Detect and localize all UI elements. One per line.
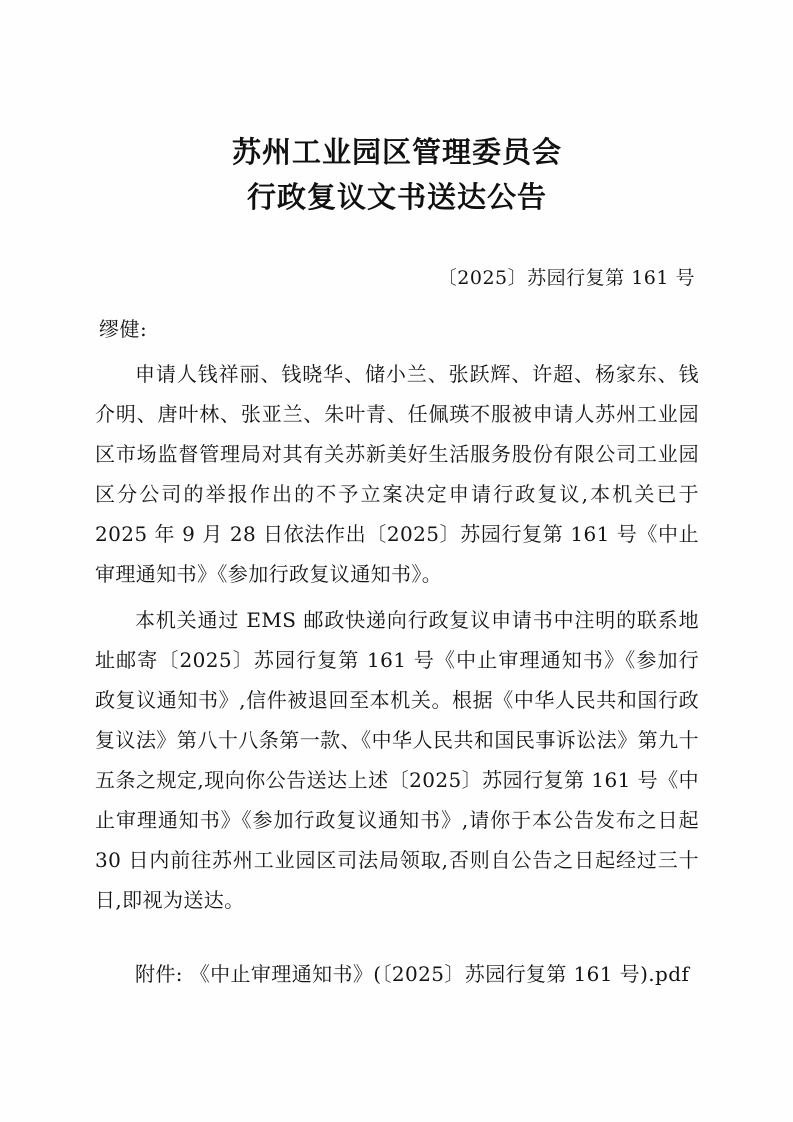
document-body [95,130,699,992]
recipient-name: 缪健: [99,317,148,341]
document-number: 〔2025〕苏园行复第 161 号 [437,267,695,289]
title-line-1: 苏州工业园区管理委员会 [231,135,562,169]
page-title [95,130,699,220]
paragraph-2: 本机关通过 EMS 邮政快递向行政复议申请书中注明的联系地址邮寄〔2025〕苏园行复第 161 号《中止审理通知书》《参加行政复议通知书》,信件被退回至本机关。根据《中华人民共和国行政复议法》第八十八条第一款、《中华人民共和国民事诉讼法》第九十五条之规定,现向你公告送达上述〔2025〕苏园行复第 161 号《中止审理通知书》《参加行政复议通知书》,请你于本公告发布之日起 30 日内前往苏州工业园区司法局领取,否则自公告之日起经过三十日,即视为送达。 [95,608,699,912]
paragraph-1: 申请人钱祥丽、钱晓华、储小兰、张跃辉、许超、杨家东、钱介明、唐叶林、张亚兰、朱叶青、任佩瑛不服被申请人苏州工业园区市场监督管理局对其有关苏新美好生活服务股份有限公司工业园区分公司的举报作出的不予立案决定申请行政复议,本机关已于 2025 年 9 月 28 日依法作出〔2025〕苏园行复第 161 号《中止审理通知书》《参加行政复议通知书》。 [95,362,699,586]
title-line-2: 行政复议文书送达公告 [246,180,547,214]
attachment-line: 附件: 《中止审理通知书》(〔2025〕苏园行复第 161 号).pdf [135,962,690,986]
